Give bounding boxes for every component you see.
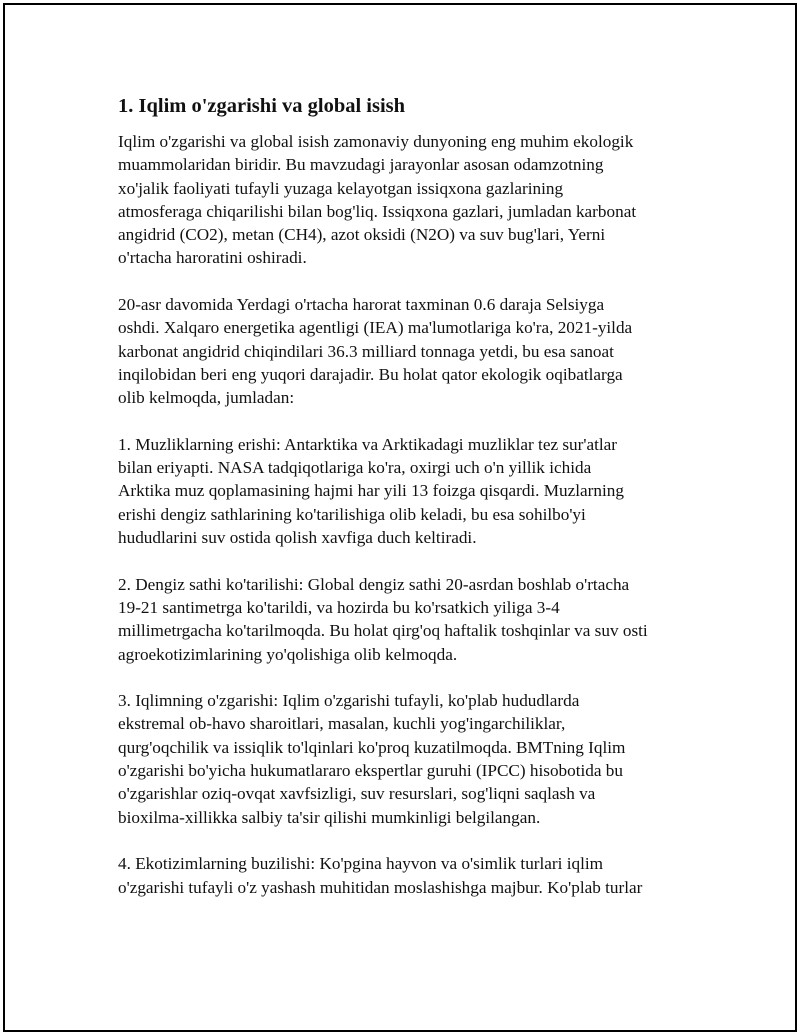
text-line: bilan eriyapti. NASA tadqiqotlariga ko'ra, oxirgi uch o'n yillik ichida: [118, 458, 592, 478]
text-line: qurg'oqchilik va issiqlik to'lqinlari ko'proq kuzatilmoqda. BMTning Iqlim: [118, 737, 626, 757]
text-line: o'rtacha haroratini oshiradi.: [118, 248, 307, 268]
text-line: xo'jalik faoliyati tufayli yuzaga kelayotgan issiqxona gazlarining: [118, 178, 564, 198]
text-line: bioxilma-xillikka salbiy ta'sir qilishi mumkinligi belgilangan.: [118, 807, 541, 827]
text-line: 3. Iqlimning o'zgarishi: Iqlim o'zgarishi tufayli, ko'plab hududlarda: [118, 691, 580, 711]
text-line: 2. Dengiz sathi ko'tarilishi: Global dengiz sathi 20-asrdan boshlab o'rtacha: [118, 574, 630, 594]
body-paragraph: [118, 433, 693, 549]
text-line: 4. Ekotizimlarning buzilishi: Ko'pgina hayvon va o'simlik turlari iqlim: [118, 854, 603, 874]
text-line: atmosferaga chiqarilishi bilan bog'liq. Issiqxona gazlari, jumladan karbonat: [118, 201, 637, 221]
body-paragraph: [118, 293, 693, 409]
text-line: oshdi. Xalqaro energetika agentligi (IEA) ma'lumotlariga ko'ra, 2021-yilda: [118, 318, 633, 338]
body-paragraph: [118, 130, 693, 270]
text-line: 19-21 santimetrga ko'tarildi, va hozirda bu ko'rsatkich yiliga 3-4: [118, 597, 560, 617]
paragraph-list: [118, 130, 693, 899]
text-line: Iqlim o'zgarishi va global isish zamonaviy dunyoning eng muhim ekologik: [118, 132, 634, 151]
body-paragraph: [118, 573, 693, 666]
text-line: Arktika muz qoplamasining hajmi har yili 13 foizga qisqardi. Muzlarning: [118, 481, 624, 501]
document-body: [118, 94, 693, 922]
text-line: o'zgarishi tufayli o'z yashash muhitidan moslashishga majbur. Ko'plab turlar: [118, 877, 643, 897]
section-heading: 1. Iqlim o'zgarishi va global isish: [118, 95, 406, 117]
text-line: angidrid (CO2), metan (CH4), azot oksidi (N2O) va suv bug'lari, Yerni: [118, 225, 606, 245]
text-line: hududlarini suv ostida qolish xavfiga duch keltiradi.: [118, 528, 477, 548]
text-line: o'zgarishlar oziq-ovqat xavfsizligi, suv resurslari, sog'liqni saqlash va: [118, 784, 596, 804]
text-line: erishi dengiz sathlarining ko'tarilishiga olib keladi, bu esa sohilbo'yi: [118, 504, 586, 524]
text-line: olib kelmoqda, jumladan:: [118, 388, 295, 408]
text-line: karbonat angidrid chiqindilari 36.3 milliard tonnaga yetdi, bu esa sanoat: [118, 341, 614, 361]
text-line: muammolaridan biridir. Bu mavzudagi jarayonlar asosan odamzotning: [118, 155, 604, 175]
text-line: millimetrgacha ko'tarilmoqda. Bu holat qirg'oq haftalik toshqinlar va suv osti: [118, 621, 648, 641]
body-paragraph: [118, 689, 693, 829]
text-line: ekstremal ob-havo sharoitlari, masalan, kuchli yog'ingarchiliklar,: [118, 714, 566, 734]
text-line: 1. Muzliklarning erishi: Antarktika va Arktikadagi muzliklar tez sur'atlar: [118, 434, 618, 454]
text-line: inqilobidan beri eng yuqori darajadir. Bu holat qator ekologik oqibatlarga: [118, 364, 623, 384]
text-line: o'zgarishi bo'yicha hukumatlararo ekspertlar guruhi (IPCC) hisobotida bu: [118, 761, 623, 781]
text-line: agroekotizimlarining yo'qolishiga olib kelmoqda.: [118, 644, 458, 664]
text-line: 20-asr davomida Yerdagi o'rtacha harorat taxminan 0.6 daraja Selsiyga: [118, 295, 605, 315]
body-paragraph: [118, 852, 693, 899]
